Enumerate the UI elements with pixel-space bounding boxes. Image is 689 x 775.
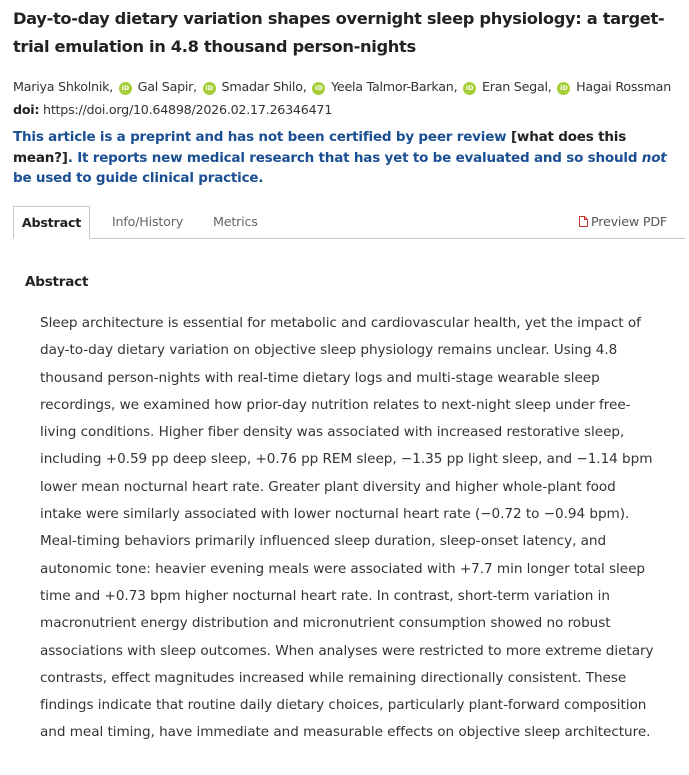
tab-abstract[interactable]: Abstract <box>13 206 90 239</box>
article-tabs <box>13 205 685 239</box>
preprint-notice: This article is a preprint and has not been certified by peer review [what does this mean?]. It reports new medical research that has yet to be evaluated and so should not be used to guide clinical practice. <box>13 129 667 186</box>
tab-metrics[interactable]: Metrics <box>213 214 258 229</box>
author-name[interactable]: Hagai Rossman <box>576 79 671 94</box>
abstract-heading: Abstract <box>25 274 89 290</box>
tab-info-history[interactable]: Info/History <box>112 214 184 229</box>
orcid-icon[interactable]: iD <box>557 82 570 95</box>
orcid-icon[interactable]: iD <box>312 82 325 95</box>
author-name[interactable]: Yeela Talmor-Barkan <box>331 79 454 94</box>
doi-line <box>13 101 332 119</box>
author-name[interactable]: Smadar Shilo <box>221 79 303 94</box>
orcid-icon[interactable]: iD <box>119 82 132 95</box>
pdf-file-icon <box>579 216 588 227</box>
author-name[interactable]: Gal Sapir <box>137 79 194 94</box>
abstract-text: Sleep architecture is essential for metabolic and cardiovascular health, yet the impact of day-to-day dietary variation on objective sleep physiology remains unclear. Using 4.8 thousand person-nights with real-time dietary logs and multi-stage wearable sleep recordings, we examined how prior-day nutrition relates to next-night sleep under free-living conditions. Higher fiber density was associated with increased restorative sleep, including +0.59 pp deep sleep, +0.76 pp REM sleep, −1.35 pp light sleep, and −1.14 bpm lower mean nocturnal heart rate. Greater plant diversity and higher whole-plant food intake were similarly associated with lower nocturnal heart rate (−0.72 to −0.94 bpm). Meal-timing behaviors primarily influenced sleep duration, sleep-onset latency, and autonomic tone: heavier evening meals were associated with +7.7 min longer total sleep time and +0.73 bpm higher nocturnal heart rate. In contrast, short-term variation in macronutrient energy distribution and micronutrient consumption showed no robust associations with sleep outcomes. When analyses were restricted to more extreme dietary contrasts, effect magnitudes increased while remaining directionally consistent. These findings indicate that routine daily dietary choices, particularly plant-forward composition and meal timing, have immediate and measurable effects on objective sleep architecture. <box>40 315 654 741</box>
preview-pdf-label: Preview PDF <box>591 214 667 229</box>
what-does-this-mean-link[interactable]: what does this mean? <box>13 129 627 166</box>
author-name[interactable]: Mariya Shkolnik <box>13 79 110 94</box>
preview-pdf-button[interactable] <box>579 205 667 238</box>
doi-label: doi: <box>13 102 40 117</box>
doi-link[interactable]: https://doi.org/10.64898/2026.02.17.26346471 <box>43 102 333 117</box>
orcid-icon[interactable]: iD <box>203 82 216 95</box>
article-title: Day-to-day dietary variation shapes overnight sleep physiology: a target-trial emulation in 4.8 thousand person-nights <box>13 9 665 56</box>
author-list: Mariya Shkolnik, iD Gal Sapir, iD Smadar Shilo, iD Yeela Talmor-Barkan, iD Eran Segal, iD Hagai Rossman <box>13 79 671 94</box>
orcid-icon[interactable]: iD <box>463 82 476 95</box>
author-name[interactable]: Eran Segal <box>481 79 548 94</box>
